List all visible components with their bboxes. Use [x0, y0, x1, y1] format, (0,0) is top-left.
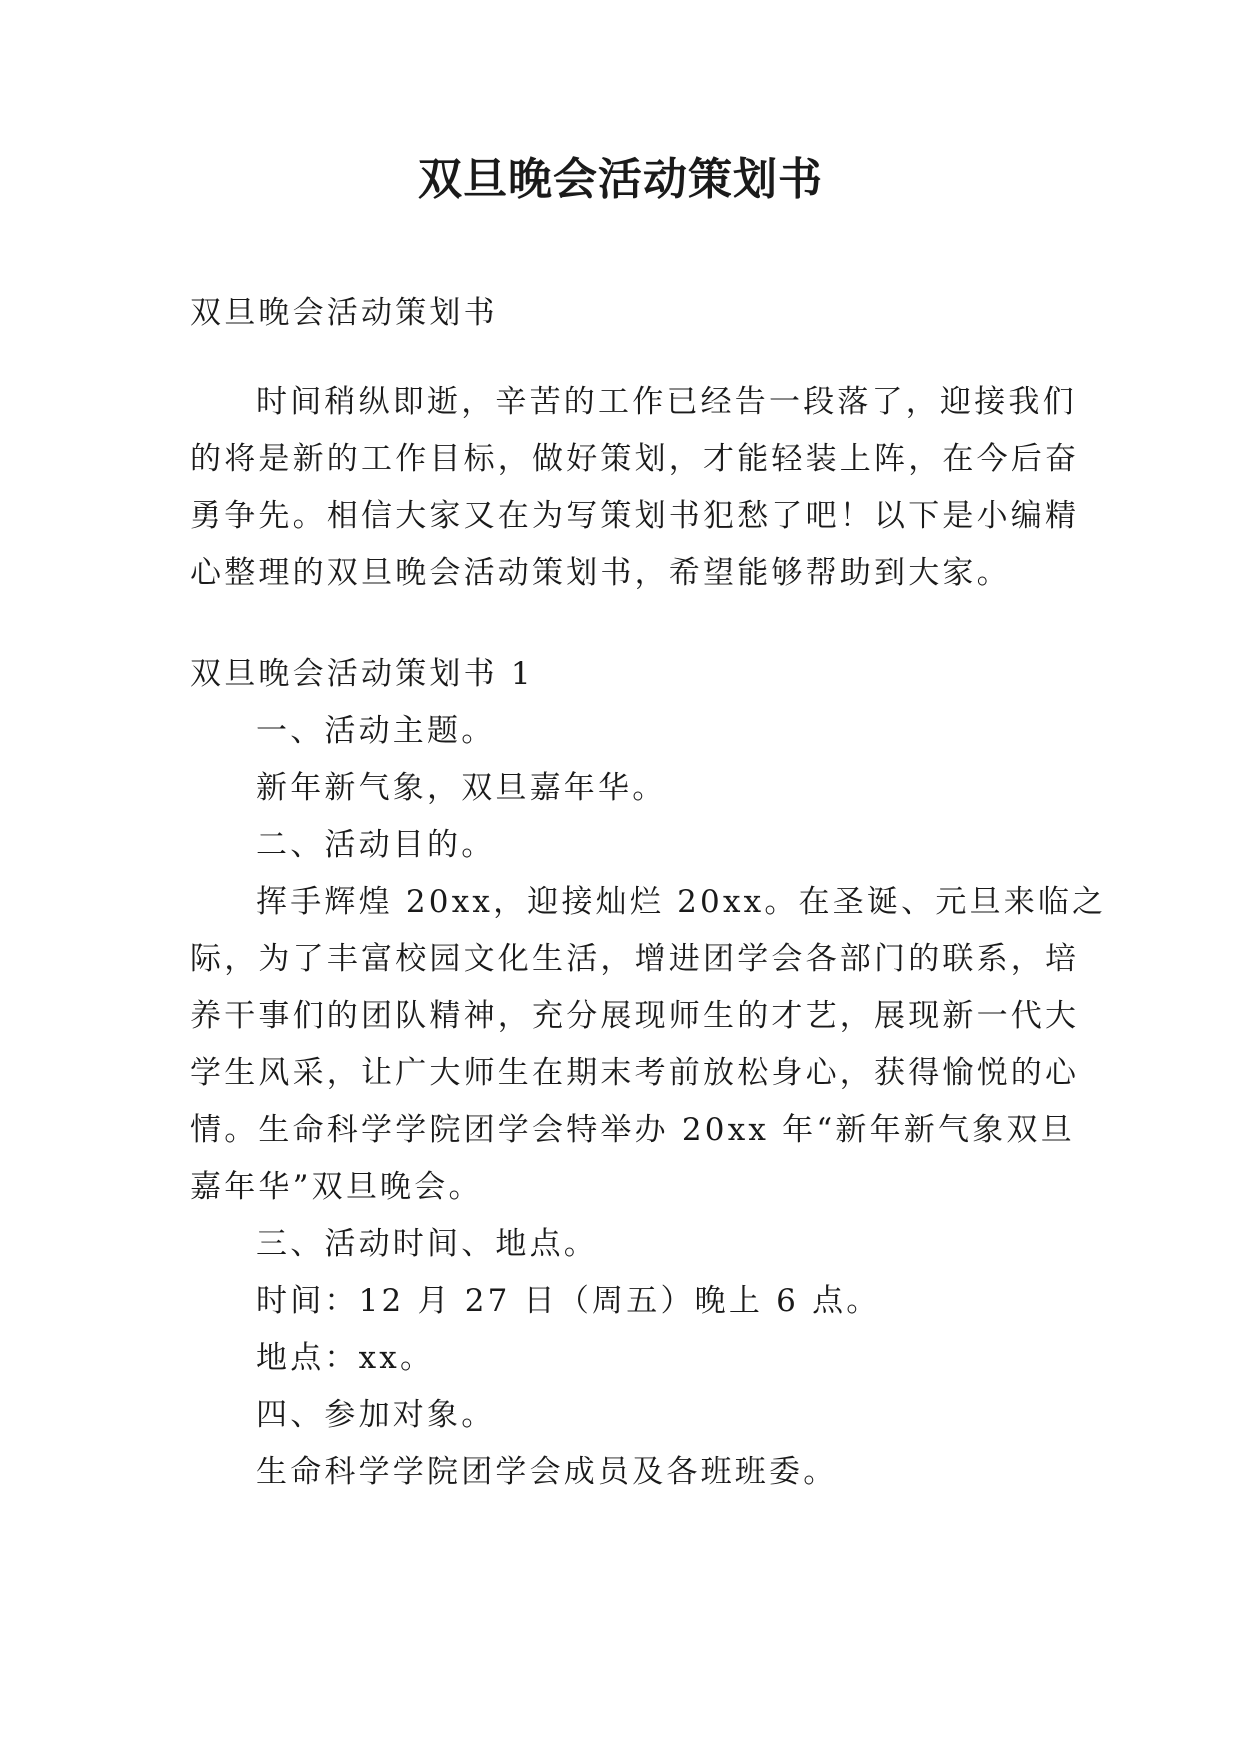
- item-2-line: 际，为了丰富校园文化生活，增进团学会各部门的联系，培: [190, 941, 1080, 977]
- document-title: 双旦晚会活动策划书: [418, 154, 823, 205]
- item-2-line: 养干事们的团队精神，充分展现师生的才艺，展现新一代大: [190, 998, 1080, 1034]
- item-4-heading: 四、参加对象。: [256, 1397, 496, 1433]
- intro-line: 的将是新的工作目标，做好策划，才能轻装上阵，在今后奋: [190, 441, 1080, 477]
- item-4-text: 生命科学学院团学会成员及各班班委。: [256, 1454, 838, 1490]
- item-3-heading: 三、活动时间、地点。: [256, 1226, 598, 1262]
- item-3-place: 地点：xx。: [256, 1340, 435, 1376]
- item-2-line: 情。生命科学学院团学会特举办 20xx 年“新年新气象双旦: [190, 1112, 1075, 1148]
- item-2-line: 挥手辉煌 20xx，迎接灿烂 20xx。在圣诞、元旦来临之: [256, 884, 1107, 920]
- spacer: [190, 602, 1052, 646]
- intro-line: 心整理的双旦晚会活动策划书，希望能够帮助到大家。: [190, 555, 1011, 591]
- document-subtitle: 双旦晚会活动策划书: [190, 295, 498, 331]
- intro-paragraph: [190, 374, 1080, 602]
- intro-line: 勇争先。相信大家又在为写策划书犯愁了吧！以下是小编精: [190, 498, 1080, 534]
- item-1-heading: 一、活动主题。: [256, 713, 496, 749]
- item-2-line: 学生风采，让广大师生在期末考前放松身心，获得愉悦的心: [190, 1055, 1080, 1091]
- item-2-paragraph: [190, 874, 1107, 1216]
- item-2-line: 嘉年华”双旦晚会。: [190, 1169, 483, 1205]
- spacer: [190, 342, 1052, 372]
- item-2-heading: 二、活动目的。: [256, 827, 496, 863]
- document-body: [190, 285, 1107, 1501]
- item-1-text: 新年新气象，双旦嘉年华。: [256, 770, 667, 806]
- section-heading: 双旦晚会活动策划书 1: [190, 656, 534, 692]
- intro-line: 时间稍纵即逝，辛苦的工作已经告一段落了，迎接我们: [256, 384, 1077, 420]
- item-3-time: 时间：12 月 27 日（周五）晚上 6 点。: [256, 1283, 881, 1319]
